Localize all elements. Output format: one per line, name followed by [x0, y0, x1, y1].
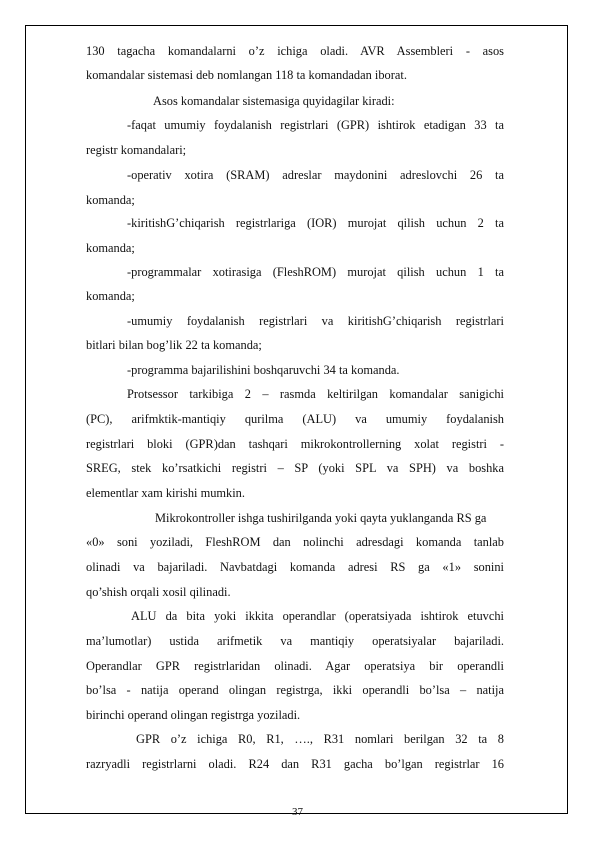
text-line: -kiritishG’chiqarish registrlariga (IOR) murojat qilish uchun 2 ta: [127, 216, 504, 230]
text-line: komanda;: [86, 289, 135, 303]
text-line: razryadli registrlarni oladi. R24 dan R31 gacha bo’lgan registrlar 16: [86, 757, 504, 771]
text-line: -programmalar xotirasiga (FleshROM) murojat qilish uchun 1 ta: [127, 265, 504, 279]
text-line: komandalar sistemasi deb nomlangan 118 ta komandadan iborat.: [86, 68, 407, 82]
text-line: -faqat umumiy foydalanish registrlari (GPR) ishtirok etadigan 33 ta: [127, 118, 504, 132]
text-line: qo’shish orqali xosil qilinadi.: [86, 585, 231, 599]
text-line: SREG, stek ko’rsatkichi registri – SP (yoki SPL va SPH) va boshka: [86, 461, 504, 475]
text-line: bo’lsa - natija operand olingan registrga, ikki operandli bo’lsa – natija: [86, 683, 504, 697]
text-line: birinchi operand olingan registrga yoziladi.: [86, 708, 301, 722]
text-line: ALU da bita yoki ikkita operandlar (operatsiyada ishtirok etuvchi: [131, 609, 504, 623]
text-line: bitlari bilan bog’lik 22 ta komanda;: [86, 338, 262, 352]
text-line: -umumiy foydalanish registrlari va kiritishG’chiqarish registrlari: [127, 314, 504, 328]
text-line: elementlar xam kirishi mumkin.: [86, 486, 245, 500]
text-line: registrlari bloki (GPR)dan tashqari mikrokontrollerning xolat registri -: [86, 437, 504, 451]
text-line: Protsessor tarkibiga 2 – rasmda keltirilgan komandalar sanigichi: [127, 387, 504, 401]
text-line: Mikrokontroller ishga tushirilganda yoki qayta yuklanganda RS ga: [155, 511, 487, 525]
text-line: Asos komandalar sistemasiga quyidagilar kiradi:: [153, 94, 395, 108]
text-line: komanda;: [86, 193, 135, 207]
text-line: komanda;: [86, 241, 135, 255]
text-line: Operandlar GPR registrlaridan olinadi. Agar operatsiya bir operandli: [86, 659, 504, 673]
text-line: «0» soni yoziladi, FleshROM dan nolinchi adresdagi komanda tanlab: [86, 535, 504, 549]
text-line: -programma bajarilishini boshqaruvchi 34 ta komanda.: [127, 363, 400, 377]
text-line: registr komandalari;: [86, 143, 187, 157]
page-number: 37: [292, 806, 303, 818]
text-line: GPR o’z ichiga R0, R1, …., R31 nomlari berilgan 32 ta 8: [136, 732, 504, 746]
text-line: (PC), arifmktik-mantiqiy qurilma (ALU) va umumiy foydalanish: [86, 412, 504, 426]
text-line: ma’lumotlar) ustida arifmetik va mantiqiy operatsiyalar bajariladi.: [86, 634, 504, 648]
text-line: 130 tagacha komandalarni o’z ichiga oladi. AVR Assembleri - asos: [86, 44, 504, 58]
text-line: -operativ xotira (SRAM) adreslar maydonini adreslovchi 26 ta: [127, 168, 504, 182]
text-line: olinadi va bajariladi. Navbatdagi komanda adresi RS ga «1» sonini: [86, 560, 504, 574]
